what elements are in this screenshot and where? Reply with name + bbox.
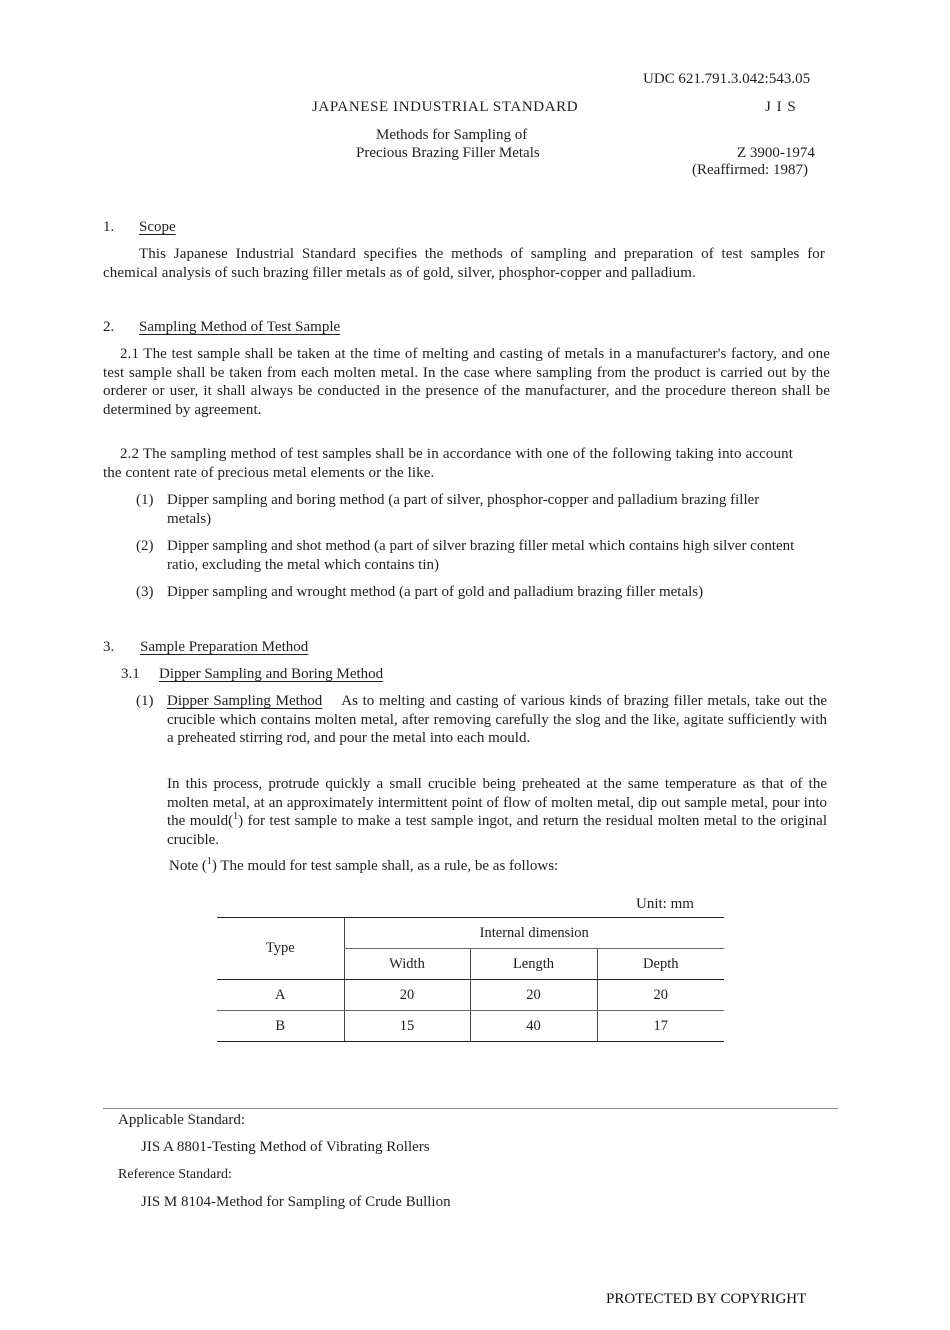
table-cell: 20	[597, 980, 724, 1011]
list-item-text: Dipper sampling and shot method (a part of silver brazing filler metal which contains high silver content ratio, excluding the metal which contains tin)	[167, 538, 795, 573]
section3-number: 3.	[103, 639, 115, 655]
dipper-sampling-paragraph	[167, 692, 827, 748]
table-unit: Unit: mm	[636, 896, 694, 912]
table-cell: 40	[470, 1011, 597, 1042]
section1-number: 1.	[103, 219, 115, 235]
process-paragraph: In this process, protrude quickly a small crucible being preheated at the same temperature as that of the molten metal, at an approximately intermittent point of flow of molten metal, dip out sample metal, pour into the mould($^1$) for test sample to make a test sample ingot, and return the residual molten metal to the original crucible.	[167, 776, 828, 848]
column-header-internal-dimension: Internal dimension	[344, 918, 724, 949]
section2-number: 2.	[103, 319, 115, 335]
table-cell: 20	[470, 980, 597, 1011]
table-row	[217, 980, 724, 1011]
mould-note: Note ($^1$) The mould for test sample shall, as a rule, be as follows:	[169, 856, 559, 874]
doc-number: Z 3900-1974	[737, 145, 815, 161]
section1-body: This Japanese Industrial Standard specifies the methods of sampling and preparation of test samples for chemical analysis of such brazing filler metals as of gold, silver, phosphor-copper and palladium.	[103, 246, 825, 281]
list-item-number: (3)	[136, 584, 154, 600]
section3-heading: Sample Preparation Method	[140, 639, 309, 655]
dipper-sampling-heading: Dipper Sampling Method	[167, 693, 323, 709]
list-item-number: (2)	[136, 538, 154, 554]
dipper-sampling-text: As to melting and casting of various kinds of brazing filler metals, take out the crucible which contains molten metal, after removing carefully the slog and the like, agitate sufficiently with a preheated stirring rod, and pour the metal into each mould.	[167, 693, 827, 746]
column-header-width: Width	[344, 949, 470, 980]
column-header-type: Type	[217, 918, 344, 980]
section2-heading: Sampling Method of Test Sample	[139, 319, 341, 335]
list-item-text: Dipper sampling and wrought method (a part of gold and palladium brazing filler metals)	[167, 584, 704, 600]
footnote-ref: 1	[233, 811, 239, 822]
udc-code: UDC 621.791.3.042:543.05	[643, 71, 811, 87]
applicable-standard-item: JIS A 8801-Testing Method of Vibrating Rollers	[141, 1139, 430, 1155]
doc-title-line2: Precious Brazing Filler Metals	[356, 145, 540, 161]
subsection-3-1-number: 3.1	[121, 666, 140, 682]
list-item-number: (1)	[136, 693, 154, 709]
table-cell: 17	[597, 1011, 724, 1042]
reference-standard-label: Reference Standard:	[118, 1167, 232, 1182]
table-row	[217, 1011, 724, 1042]
list-item-text: Dipper sampling and boring method (a part of silver, phosphor-copper and palladium brazing filler metals)	[167, 492, 760, 527]
reference-standard-item: JIS M 8104-Method for Sampling of Crude Bullion	[141, 1194, 451, 1210]
applicable-standard-label: Applicable Standard:	[118, 1112, 246, 1128]
copyright-notice: PROTECTED BY COPYRIGHT	[606, 1291, 807, 1307]
paragraph-2-1: 2.1 The test sample shall be taken at the time of melting and casting of metals in a manufacturer's factory, and one test sample shall be taken from each molten metal. In the case where sampling from the product is carried out by the orderer or user, it shall always be conducted in the presence of the manufacturer, and the procedure thereon shall be determined by agreement.	[103, 346, 830, 418]
paragraph-2-2: 2.2 The sampling method of test samples shall be in accordance with one of the following taking into account the content rate of precious metal elements or the like.	[103, 446, 793, 481]
mould-dimension-table	[217, 917, 724, 1042]
doc-title-line1: Methods for Sampling of	[376, 127, 528, 143]
standard-title: JAPANESE INDUSTRIAL STANDARD	[312, 99, 579, 115]
list-item-number: (1)	[136, 492, 154, 508]
column-header-length: Length	[470, 949, 597, 980]
section1-heading: Scope	[139, 219, 176, 235]
table-cell: 15	[344, 1011, 470, 1042]
footer-divider	[103, 1108, 838, 1109]
subsection-3-1-heading: Dipper Sampling and Boring Method	[159, 666, 384, 682]
reaffirmed-note: (Reaffirmed: 1987)	[692, 162, 808, 178]
table-cell: 20	[344, 980, 470, 1011]
jis-mark: J I S	[765, 99, 797, 115]
note-number: 1	[206, 856, 212, 867]
table-cell: B	[217, 1011, 344, 1042]
column-header-depth: Depth	[597, 949, 724, 980]
table-cell: A	[217, 980, 344, 1011]
